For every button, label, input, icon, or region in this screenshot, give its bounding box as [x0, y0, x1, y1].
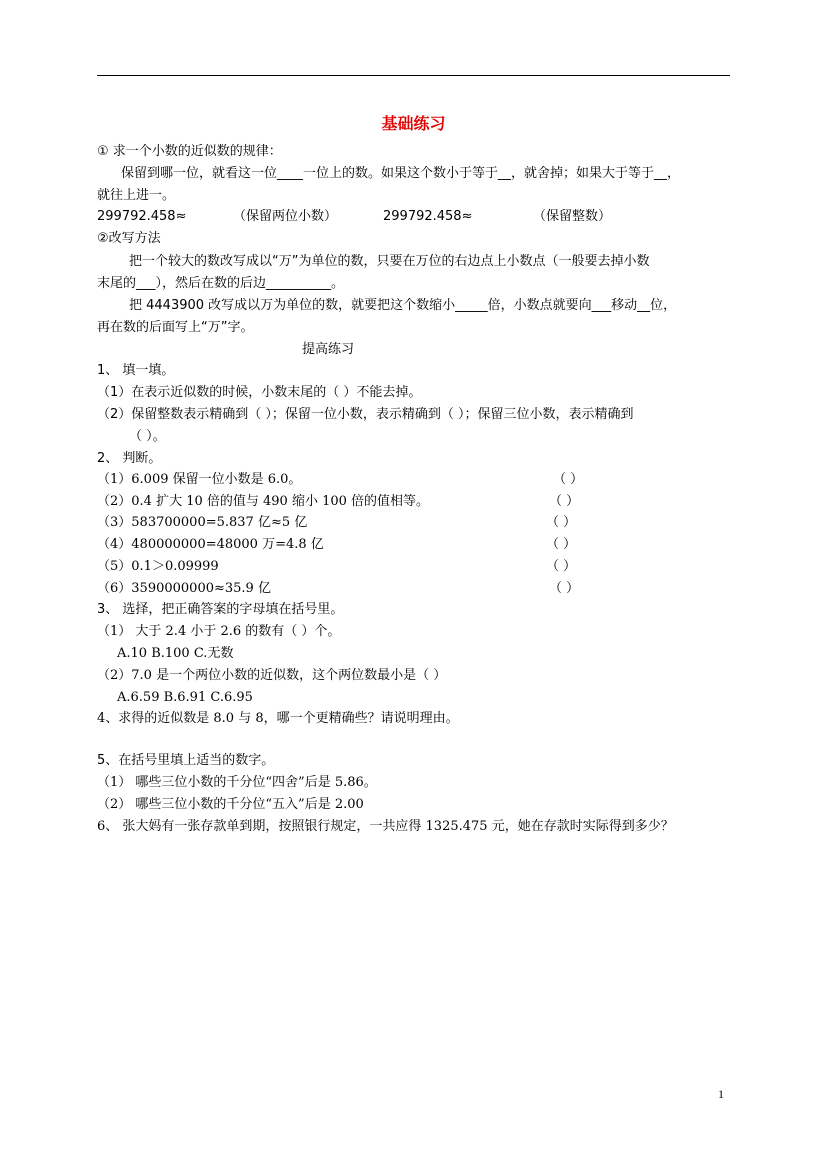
q2-item5: （5）0.1＞0.09999	[97, 559, 219, 574]
q2-item5-answer: （ ）	[546, 559, 577, 574]
q2-heading: 2、 判断。	[97, 451, 162, 466]
q2-item1: （1）6.009 保留一位小数是 6.0。	[97, 472, 302, 487]
q5-heading: 5、在括号里填上适当的数字。	[97, 753, 275, 768]
q2-item2: （2）0.4 扩大 10 倍的值与 490 缩小 100 倍的值相等。	[97, 494, 430, 509]
example1-number: 299792.458≈	[97, 209, 187, 224]
q3-item1: （1） 大于 2.4 小于 2.6 的数有（ ）个。	[97, 624, 341, 639]
q3-item1-options: A.10 B.100 C.无数	[117, 646, 234, 661]
q3-item2: （2）7.0 是一个两位小数的近似数，这个两位数最小是（ ）	[97, 668, 447, 683]
example1-note: （保留两位小数）	[233, 209, 338, 224]
q2-item1-answer: （ ）	[553, 472, 584, 487]
q2-item4: （4）480000000=48000 万=4.8 亿	[97, 537, 324, 552]
section2-para2-line2: 再在数的后面写上“万”字。	[97, 320, 254, 335]
q1-item2-line2: （ ）。	[129, 429, 166, 444]
example2-note: （保留整数）	[533, 209, 612, 224]
q1-item2-line1: （2）保留整数表示精确到（ ）；保留一位小数，表示精确到（ ）；保留三位小数，表示精确到	[97, 407, 634, 422]
q2-item2-answer: （ ）	[549, 494, 580, 509]
q2-item6-answer: （ ）	[549, 581, 580, 596]
q3-item2-options: A.6.59 B.6.91 C.6.95	[117, 690, 253, 705]
q1-item1: （1）在表示近似数的时候，小数末尾的（ ）不能去掉。	[97, 385, 422, 400]
q2-item6: （6）3590000000≈35.9 亿	[97, 581, 271, 596]
q5-item2: （2） 哪些三位小数的千分位“五入”后是 2.00	[97, 797, 364, 812]
example2-number: 299792.458≈	[383, 209, 473, 224]
section2-para1-line1: 把一个较大的数改写成以“万”为单位的数，只要在万位的右边点上小数点（一般要去掉小数	[129, 254, 650, 269]
section2-para2-line1: 把 4443900 改写成以万为单位的数，就要把这个数缩小_____倍，小数点就要向___移动__位，	[129, 298, 677, 313]
section1-rule-line1: 保留到哪一位，就看这一位____一位上的数。如果这个数小于等于__，就舍掉；如果大于等于__，	[121, 166, 681, 181]
section1-rule-line2: 就往上进一。	[97, 188, 176, 203]
page-number: 1	[718, 1087, 724, 1101]
q1-heading: 1、 填一填。	[97, 363, 175, 378]
q3-heading: 3、 选择，把正确答案的字母填在括号里。	[97, 602, 344, 617]
q6-heading: 6、 张大妈有一张存款单到期，按照银行规定，一共应得 1325.475 元，她在存款时实际得到多少？	[97, 819, 674, 834]
header-rule	[97, 75, 730, 76]
q2-item4-answer: （ ）	[546, 537, 577, 552]
section2-heading: ②改写方法	[97, 231, 161, 246]
section1-heading: ① 求一个小数的近似数的规律：	[97, 144, 282, 159]
q5-item1: （1） 哪些三位小数的千分位“四舍”后是 5.86。	[97, 775, 377, 790]
q2-item3-answer: （ ）	[546, 515, 577, 530]
subtitle: 提高练习	[302, 342, 355, 357]
q4-heading: 4、求得的近似数是 8.0 与 8，哪一个更精确些？请说明理由。	[97, 711, 459, 726]
page-title: 基础练习	[381, 114, 446, 133]
q2-item3: （3）583700000=5.837 亿≈5 亿	[97, 515, 308, 530]
section2-para1-line2: 末尾的___），然后在数的后边__________。	[97, 276, 345, 291]
